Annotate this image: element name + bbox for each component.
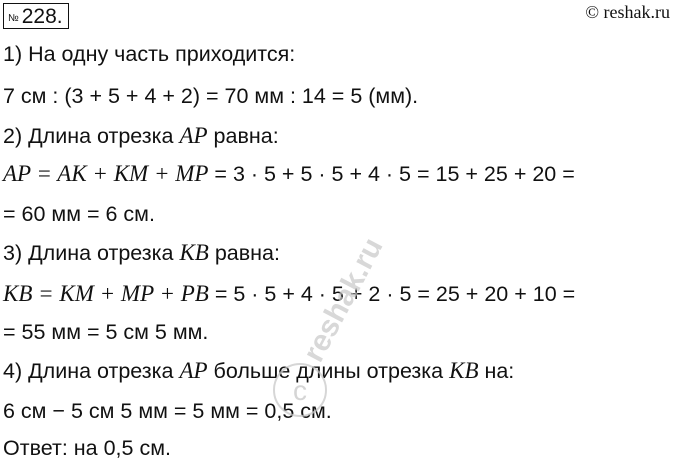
solution-line-1: 1) На одну часть приходится: bbox=[3, 42, 296, 66]
text-segment: равна: bbox=[207, 124, 279, 148]
solution-line-2: 7 см : (3 + 5 + 4 + 2) = 70 мм : 14 = 5 (мм). bbox=[3, 84, 419, 108]
segment-name: AP bbox=[179, 358, 208, 383]
text-segment: на: bbox=[478, 359, 515, 383]
text-segment: равна: bbox=[208, 241, 280, 265]
answer-line: Ответ: на 0,5 см. bbox=[3, 436, 171, 460]
formula-segment: AP = AK + KM + MP bbox=[3, 161, 209, 186]
solution-line-8: = 55 мм = 5 см 5 мм. bbox=[3, 320, 209, 344]
watermark-text: reshak.ru bbox=[297, 232, 390, 368]
solution-line-10: 6 см − 5 см 5 мм = 5 мм = 0,5 см. bbox=[3, 399, 332, 423]
segment-name: AP bbox=[179, 123, 208, 148]
solution-line-9 bbox=[3, 358, 514, 384]
segment-name: KB bbox=[179, 240, 209, 265]
site-credit: © reshak.ru bbox=[585, 2, 670, 22]
text-segment: больше длины отрезка bbox=[207, 359, 450, 383]
number-sign: № bbox=[8, 12, 19, 24]
text-segment: = 5 · 5 + 4 · 5 + 2 · 5 = 25 + 20 + 10 = bbox=[208, 282, 576, 306]
solution-line-5: = 60 мм = 6 см. bbox=[3, 202, 155, 226]
solution-line-6 bbox=[3, 240, 280, 266]
solution-line-3 bbox=[3, 123, 279, 149]
problem-number: 228. bbox=[21, 4, 63, 28]
watermark-copyright: c bbox=[293, 375, 307, 406]
solution-line-4 bbox=[3, 161, 575, 187]
text-segment: 2) Длина отрезка bbox=[3, 124, 180, 148]
text-segment: = 3 · 5 + 5 · 5 + 4 · 5 = 15 + 25 + 20 = bbox=[208, 162, 575, 186]
formula-segment: KB = KM + MP + PB bbox=[3, 281, 209, 306]
segment-name: KB bbox=[449, 358, 479, 383]
text-segment: 4) Длина отрезка bbox=[3, 359, 180, 383]
text-segment: 3) Длина отрезка bbox=[3, 241, 180, 265]
solution-line-7 bbox=[3, 281, 575, 307]
problem-number-badge bbox=[3, 3, 69, 29]
